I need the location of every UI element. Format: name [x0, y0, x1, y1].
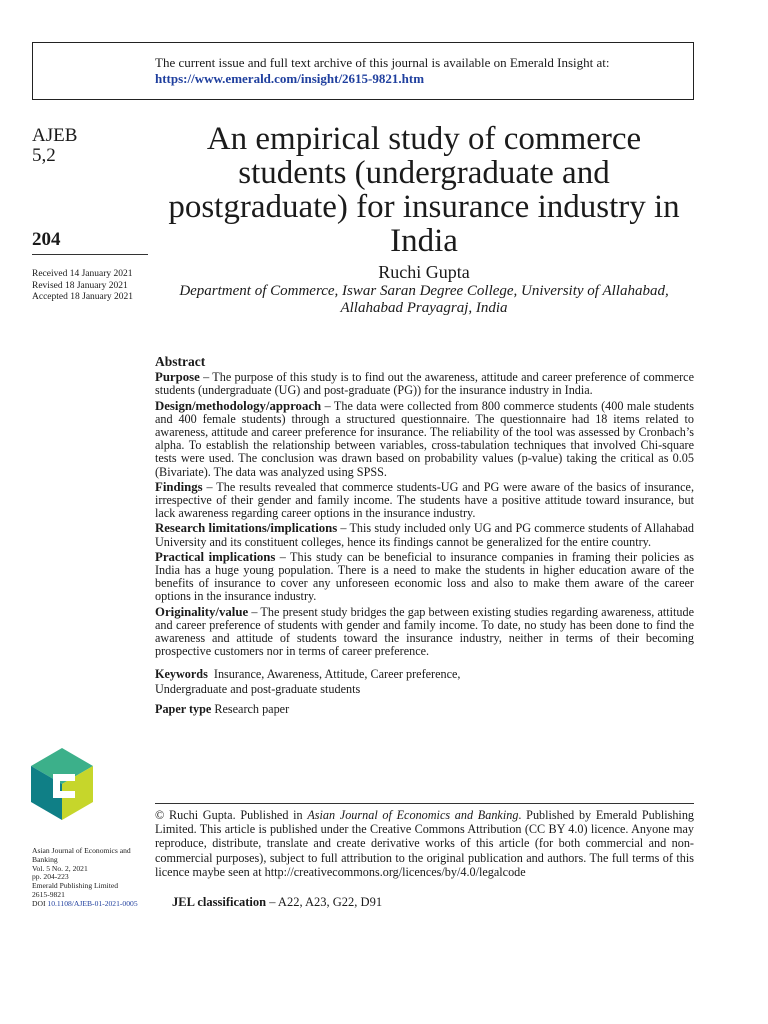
paper-type-label: Paper type — [155, 702, 212, 717]
doi-link[interactable]: 10.1108/AJEB-01-2021-0005 — [47, 898, 138, 908]
section-label: Research limitations/implications — [155, 521, 338, 536]
received-date: Received 14 January 2021 — [32, 269, 133, 279]
jel-classification — [172, 895, 382, 910]
keywords-list: Insurance, Awareness, Attitude, Career preference, — [213, 667, 461, 682]
page-number: 204 — [32, 229, 61, 250]
emerald-logo-icon — [31, 748, 93, 820]
section-text: – This study can be beneficial to insurance companies in framing their policies as India has a huge young population. There is a need to make the students in higher education aware of the benefits of insurance to cover any unforeseen economic loss and also to make them aware of the career options in the insurance industry. — [155, 549, 694, 604]
section-text: – The results revealed that commerce students-UG and PG were aware of the basics of insurance, irrespective of their gender and family income. The students have a positive attitude toward insurance, but lack awareness regarding career options in the insurance industry. — [155, 479, 694, 521]
imprint-volume: Vol. 5 No. 2, 2021 — [32, 863, 88, 873]
doi-label: DOI — [32, 898, 46, 908]
section-label: Purpose — [155, 370, 200, 385]
imprint-publisher: Emerald Publishing Limited — [32, 881, 119, 891]
imprint-issn: 2615-9821 — [32, 889, 65, 899]
abstract — [155, 355, 694, 717]
author-name: Ruchi Gupta — [378, 262, 470, 282]
section-label: Originality/value — [155, 604, 249, 619]
abstract-design — [155, 400, 694, 479]
article-title: An empirical study of commerce students (undergraduate and postgraduate) for insurance industry in India — [168, 121, 680, 259]
license-divider — [155, 803, 694, 804]
paper-type — [155, 703, 694, 716]
journal-abbreviation: AJEB — [32, 125, 78, 146]
journal-code — [32, 126, 77, 166]
jel-codes: – A22, A23, G22, D91 — [266, 895, 383, 909]
license-text — [155, 808, 694, 879]
section-label: Practical implications — [155, 549, 276, 564]
keywords-list-continued: Undergraduate and post-graduate students — [155, 682, 361, 697]
section-label: Design/methodology/approach — [155, 398, 322, 413]
affiliation-line: Allahabad Prayagraj, India — [340, 300, 508, 316]
license-terms: . Published by Emerald Publishing Limited. This article is published under the Creative Commons Attribution (CC BY 4.0) licence. Anyone may reproduce, distribute, translate and create derivative works of this article (for both commercial and non-commercial purposes), subject to full attribution to the original publication and authors. The full terms of this licence maybe seen at http://creativecommons.org/licences/by/4.0/legalcode — [155, 808, 695, 879]
journal-name-italic: Asian Journal of Economics and Banking — [307, 808, 519, 822]
imprint-journal: Asian Journal of Economics and Banking — [32, 846, 131, 864]
keywords-label: Keywords — [155, 667, 208, 682]
submission-dates — [32, 269, 133, 304]
journal-imprint — [32, 847, 152, 909]
journal-volume-issue: 5,2 — [32, 145, 56, 166]
section-text: – This study included only UG and PG commerce students of Allahabad University and its constituent colleges, hence its findings cannot be generalized for the entire country. — [155, 521, 694, 549]
abstract-purpose — [155, 371, 694, 397]
accepted-date: Accepted 18 January 2021 — [32, 292, 134, 302]
paper-type-value: Research paper — [214, 702, 290, 717]
author-affiliation — [158, 283, 690, 317]
imprint-pages: pp. 204-223 — [32, 872, 69, 882]
abstract-limitations — [155, 522, 694, 548]
section-text: – The purpose of this study is to find out the awareness, attitude and career preference of commerce students (undergraduate (UG) and post-graduate (PG)) for the insurance industry in India. — [155, 370, 694, 398]
keywords — [155, 667, 694, 697]
revised-date: Revised 18 January 2021 — [32, 280, 128, 291]
jel-label: JEL classification — [172, 895, 267, 909]
copyright-text: © Ruchi Gupta. Published in — [155, 808, 308, 822]
journal-archive-link[interactable]: https://www.emerald.com/insight/2615-9821.htm — [155, 71, 425, 86]
abstract-heading: Abstract — [155, 354, 206, 369]
abstract-findings — [155, 481, 694, 521]
abstract-practical — [155, 551, 694, 604]
abstract-originality — [155, 606, 694, 659]
section-text: – The present study bridges the gap between existing studies regarding awareness, attitude and career preference of students with gender and family income. To date, no study has been done to find the awareness and attitude of students toward the insurance industry, neither in terms of their becoming prospective customers nor in terms of career preference. — [155, 604, 694, 659]
journal-notice-text: The current issue and full text archive of this journal is available on Emerald Insight at: — [155, 55, 610, 70]
affiliation-line: Department of Commerce, Iswar Saran Degree College, University of Allahabad, — [179, 283, 669, 299]
section-label: Findings — [155, 479, 203, 494]
journal-notice-box — [32, 42, 694, 100]
section-text: – The data were collected from 800 commerce students (400 male students and 400 female students) through a structured questionnaire. The questionnaire had 18 items related to awareness, attitude and career preference for insurance. The reliability of the tool was assessed by Cronbach’s alpha. To establish the relationship between variables, cross-tabulation techniques that involved Chi-square tests were used. The conclusion was drawn based on probability values (p-value) taking the critical as 0.05 (Bivariate). The data was analyzed using SPSS. — [155, 398, 694, 479]
margin-divider — [32, 254, 148, 255]
